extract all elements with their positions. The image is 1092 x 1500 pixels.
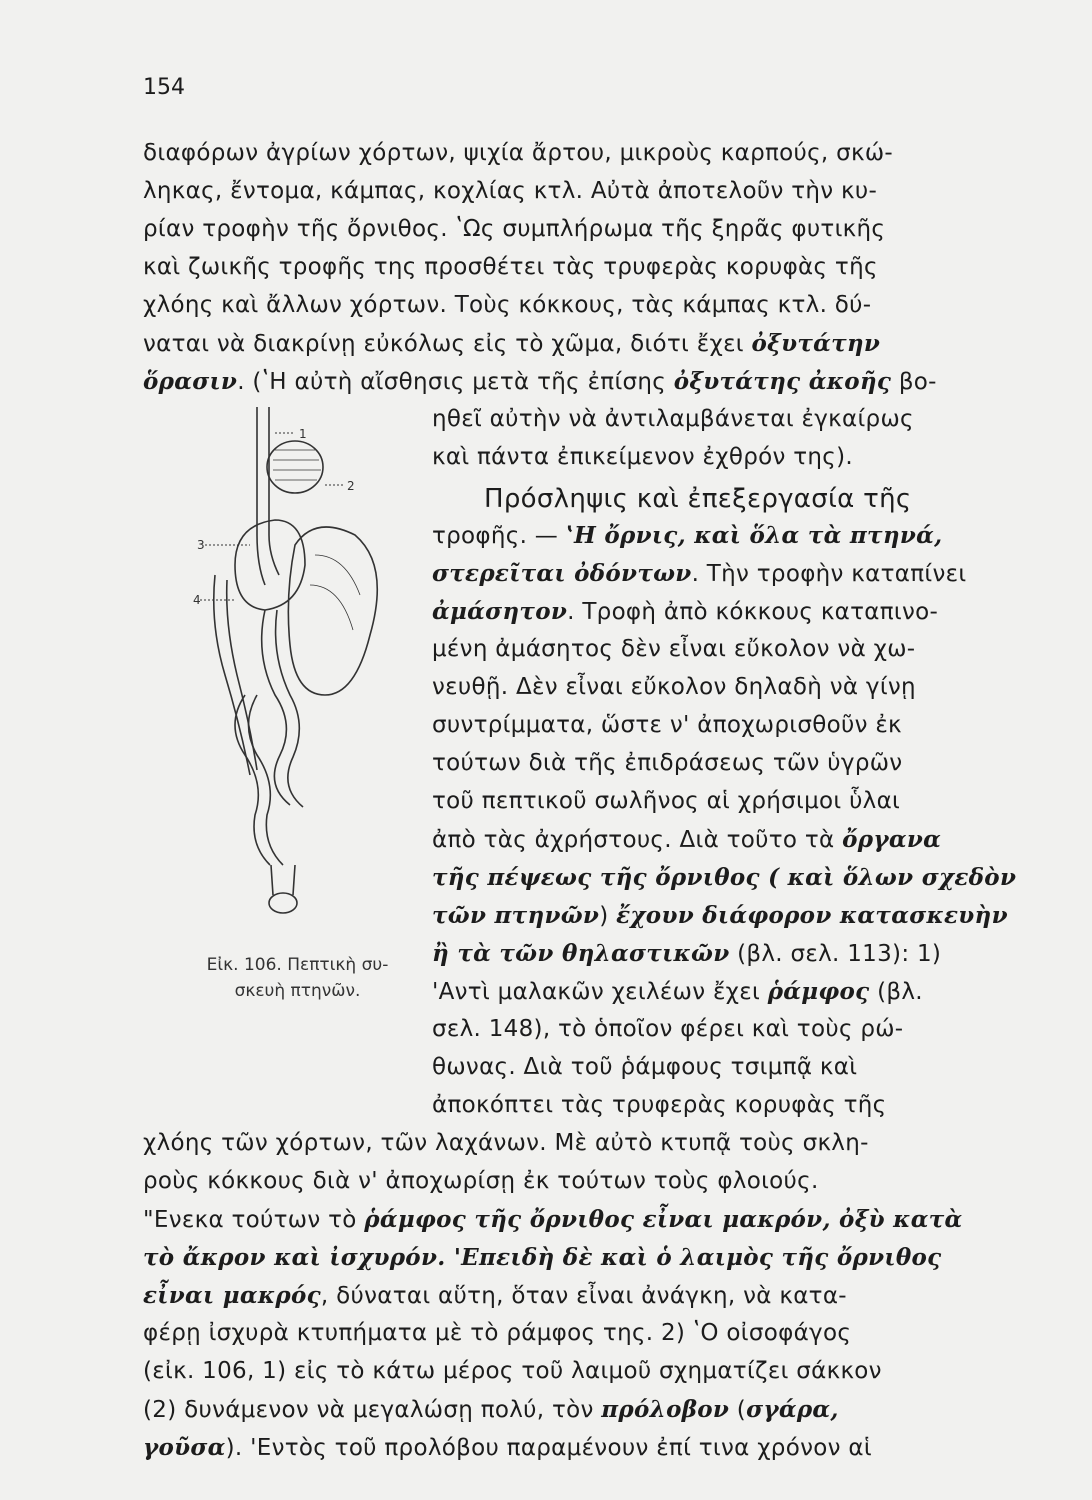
bottom-line-8-c: ( bbox=[729, 1397, 747, 1423]
col-line-6-b: . Τροφὴ ἀπὸ κόκκους καταπινο- bbox=[567, 599, 939, 625]
figure-label-3: 3 bbox=[197, 538, 205, 552]
col-line-12 bbox=[432, 826, 941, 853]
bottom-line-9-b: ). 'Εντὸς τοῦ προλόβου παραμένουν ἐπί τινα χρόνον αἱ bbox=[225, 1435, 872, 1461]
col-line-6 bbox=[432, 598, 938, 625]
col-line-12-a: ἀπὸ τὰς ἀχρήστους. Διὰ τοῦτο τὰ bbox=[432, 827, 843, 853]
bottom-line-3 bbox=[143, 1206, 963, 1233]
col-line-16-em: ῥάμφος bbox=[767, 978, 870, 1005]
figure-label-2: 2 bbox=[347, 479, 355, 493]
figure-caption-line-2: σκευὴ πτηνῶν. bbox=[234, 981, 361, 1001]
text-line-5: χλόης καὶ ἄλλων χόρτων. Τοὺς κόκκους, τὰς κάμπας κτλ. δύ- bbox=[143, 292, 872, 318]
col-line-17: σελ. 148), τὸ ὁποῖον φέρει καὶ τοὺς ρώ- bbox=[432, 1016, 904, 1042]
bottom-line-5-em: εἶναι μακρός bbox=[143, 1282, 321, 1309]
bottom-line-5-b: , δύναται αὕτη, ὅταν εἶναι ἀνάγκη, νὰ κατα- bbox=[320, 1283, 847, 1309]
col-line-11: τοῦ πεπτικοῦ σωλῆνος αἱ χρήσιμοι ὗλαι bbox=[432, 788, 901, 814]
text-line-6-em: ὀξυτάτην bbox=[751, 330, 881, 357]
col-line-9: συντρίμματα, ὥστε ν' ἀποχωρισθοῦν ἐκ bbox=[432, 712, 902, 738]
bottom-line-5 bbox=[143, 1282, 847, 1309]
text-line-4: καὶ ζωικῆς τροφῆς της προσθέτει τὰς τρυφερὰς κορυφὰς τῆς bbox=[143, 254, 878, 280]
bottom-line-9-em: γοῦσα bbox=[143, 1434, 226, 1461]
bottom-line-6: φέρῃ ἰσχυρὰ κτυπήματα μὲ τὸ ράμφος της. 2) ʽΟ οἰσοφάγος bbox=[143, 1320, 852, 1346]
text-line-1: διαφόρων ἀγρίων χόρτων, ψιχία ἄρτου, μικροὺς καρπούς, σκώ- bbox=[143, 140, 894, 166]
bottom-line-8 bbox=[143, 1396, 839, 1423]
col-line-4-a: τροφῆς. — bbox=[432, 523, 566, 549]
text-line-7-b: . (ʽΗ αὐτὴ αἴσθησις μετὰ τῆς ἐπίσης bbox=[237, 369, 674, 395]
col-line-15-b: (βλ. σελ. 113): 1) bbox=[729, 941, 942, 967]
text-line-7 bbox=[143, 368, 937, 395]
bottom-line-8-em2: σγάρα, bbox=[746, 1396, 839, 1423]
text-line-6 bbox=[143, 330, 880, 357]
figure-label-4: 4 bbox=[193, 593, 201, 607]
col-line-4 bbox=[432, 522, 942, 549]
figure-caption-line-1: Εἰκ. 106. Πεπτικὴ συ- bbox=[206, 955, 389, 975]
text-line-2: ληκας, ἔντομα, κάμπας, κοχλίας κτλ. Αὐτὰ ἀποτελοῦν τὴν κυ- bbox=[143, 178, 878, 204]
text-line-6-a: ναται νὰ διακρίνῃ εὐκόλως εἰς τὸ χῶμα, διότι ἔχει bbox=[143, 331, 752, 357]
col-line-14-em2: ἔχουν διάφορον κατασκευὴν bbox=[616, 902, 1008, 929]
col-line-19: ἀποκόπτει τὰς τρυφερὰς κορυφὰς τῆς bbox=[432, 1092, 887, 1118]
col-line-5-em: στερεῖται ὀδόντων bbox=[432, 560, 692, 587]
col-line-10: τούτων διὰ τῆς ἐπιδράσεως τῶν ὑγρῶν bbox=[432, 750, 903, 776]
col-line-14-em1: τῶν πτηνῶν bbox=[432, 902, 600, 929]
text-line-7-d: βο- bbox=[891, 369, 937, 395]
figure-caption bbox=[155, 952, 440, 1004]
col-line-6-em: ἀμάσητον bbox=[432, 598, 568, 625]
col-line-16-a: 'Αντὶ μαλακῶν χειλέων ἔχει bbox=[432, 979, 768, 1005]
text-line-3: ρίαν τροφὴν τῆς ὄρνιθος. ʽΩς συμπλήρωμα τῆς ξηρᾶς φυτικῆς bbox=[143, 216, 886, 242]
section-heading: Πρόσληψις καὶ ἐπεξεργασία τῆς bbox=[484, 484, 912, 514]
bottom-line-3-a: "Ενεκα τούτων τὸ bbox=[143, 1207, 365, 1233]
bottom-line-3-em: ῥάμφος τῆς ὄρνιθος εἶναι μακρόν, ὀξὺ κατὰ bbox=[364, 1206, 963, 1233]
col-line-13: τῆς πέψεως τῆς ὄρνιθος ( καὶ ὅλων σχεδὸν bbox=[432, 864, 1017, 891]
bottom-line-9 bbox=[143, 1434, 872, 1461]
col-line-14-b: ) bbox=[599, 903, 617, 929]
bottom-line-7: (εἰκ. 106, 1) εἰς τὸ κάτω μέρος τοῦ λαιμοῦ σχηματίζει σάκκον bbox=[143, 1358, 882, 1384]
bottom-line-8-em1: πρόλοβον bbox=[601, 1396, 730, 1423]
text-line-7-em1: ὅρασιν bbox=[143, 368, 238, 395]
col-line-15-em: ἢ τὰ τῶν θηλαστικῶν bbox=[432, 940, 730, 967]
col-line-16 bbox=[432, 978, 923, 1005]
bottom-line-1: χλόης τῶν χόρτων, τῶν λαχάνων. Μὲ αὐτὸ κτυπᾷ τοὺς σκλη- bbox=[143, 1130, 869, 1156]
col-line-1: ηθεῖ αὐτὴν νὰ ἀντιλαμβάνεται ἐγκαίρως bbox=[432, 406, 914, 432]
col-line-2: καὶ πάντα ἐπικείμενον ἐχθρόν της). bbox=[432, 444, 853, 470]
digestive-system-drawing bbox=[195, 395, 395, 935]
col-line-12-em: ὄργανα bbox=[842, 826, 942, 853]
page-number: 154 bbox=[143, 75, 185, 100]
col-line-15 bbox=[432, 940, 941, 967]
bottom-line-4: τὸ ἄκρον καὶ ἰσχυρόν. 'Επειδὴ δὲ καὶ ὁ λαιμὸς τῆς ὄρνιθος bbox=[143, 1244, 942, 1271]
col-line-5 bbox=[432, 560, 966, 587]
col-line-4-em: ʽΗ ὄρνις, καὶ ὅλα τὰ πτηνά, bbox=[565, 522, 943, 549]
col-line-8: νευθῇ. Δὲν εἶναι εὔκολον δηλαδὴ νὰ γίνῃ bbox=[432, 674, 916, 700]
text-line-7-em2: ὀξυτάτης ἀκοῆς bbox=[673, 368, 892, 395]
bottom-line-2: ροὺς κόκκους διὰ ν' ἀποχωρίσῃ ἐκ τούτων τοὺς φλοιούς. bbox=[143, 1168, 819, 1194]
col-line-16-c: (βλ. bbox=[869, 979, 923, 1005]
figure-label-1: 1 bbox=[299, 427, 307, 441]
col-line-7: μένη ἀμάσητος δὲν εἶναι εὔκολον νὰ χω- bbox=[432, 636, 916, 662]
col-line-5-b: . Τὴν τροφὴν καταπίνει bbox=[691, 561, 967, 587]
digestive-system-figure bbox=[195, 395, 395, 935]
col-line-18: θωνας. Διὰ τοῦ ῥάμφους τσιμπᾷ καὶ bbox=[432, 1054, 858, 1080]
bottom-line-8-a: (2) δυνάμενον νὰ μεγαλώσῃ πολύ, τὸν bbox=[143, 1397, 602, 1423]
col-line-14 bbox=[432, 902, 1008, 929]
